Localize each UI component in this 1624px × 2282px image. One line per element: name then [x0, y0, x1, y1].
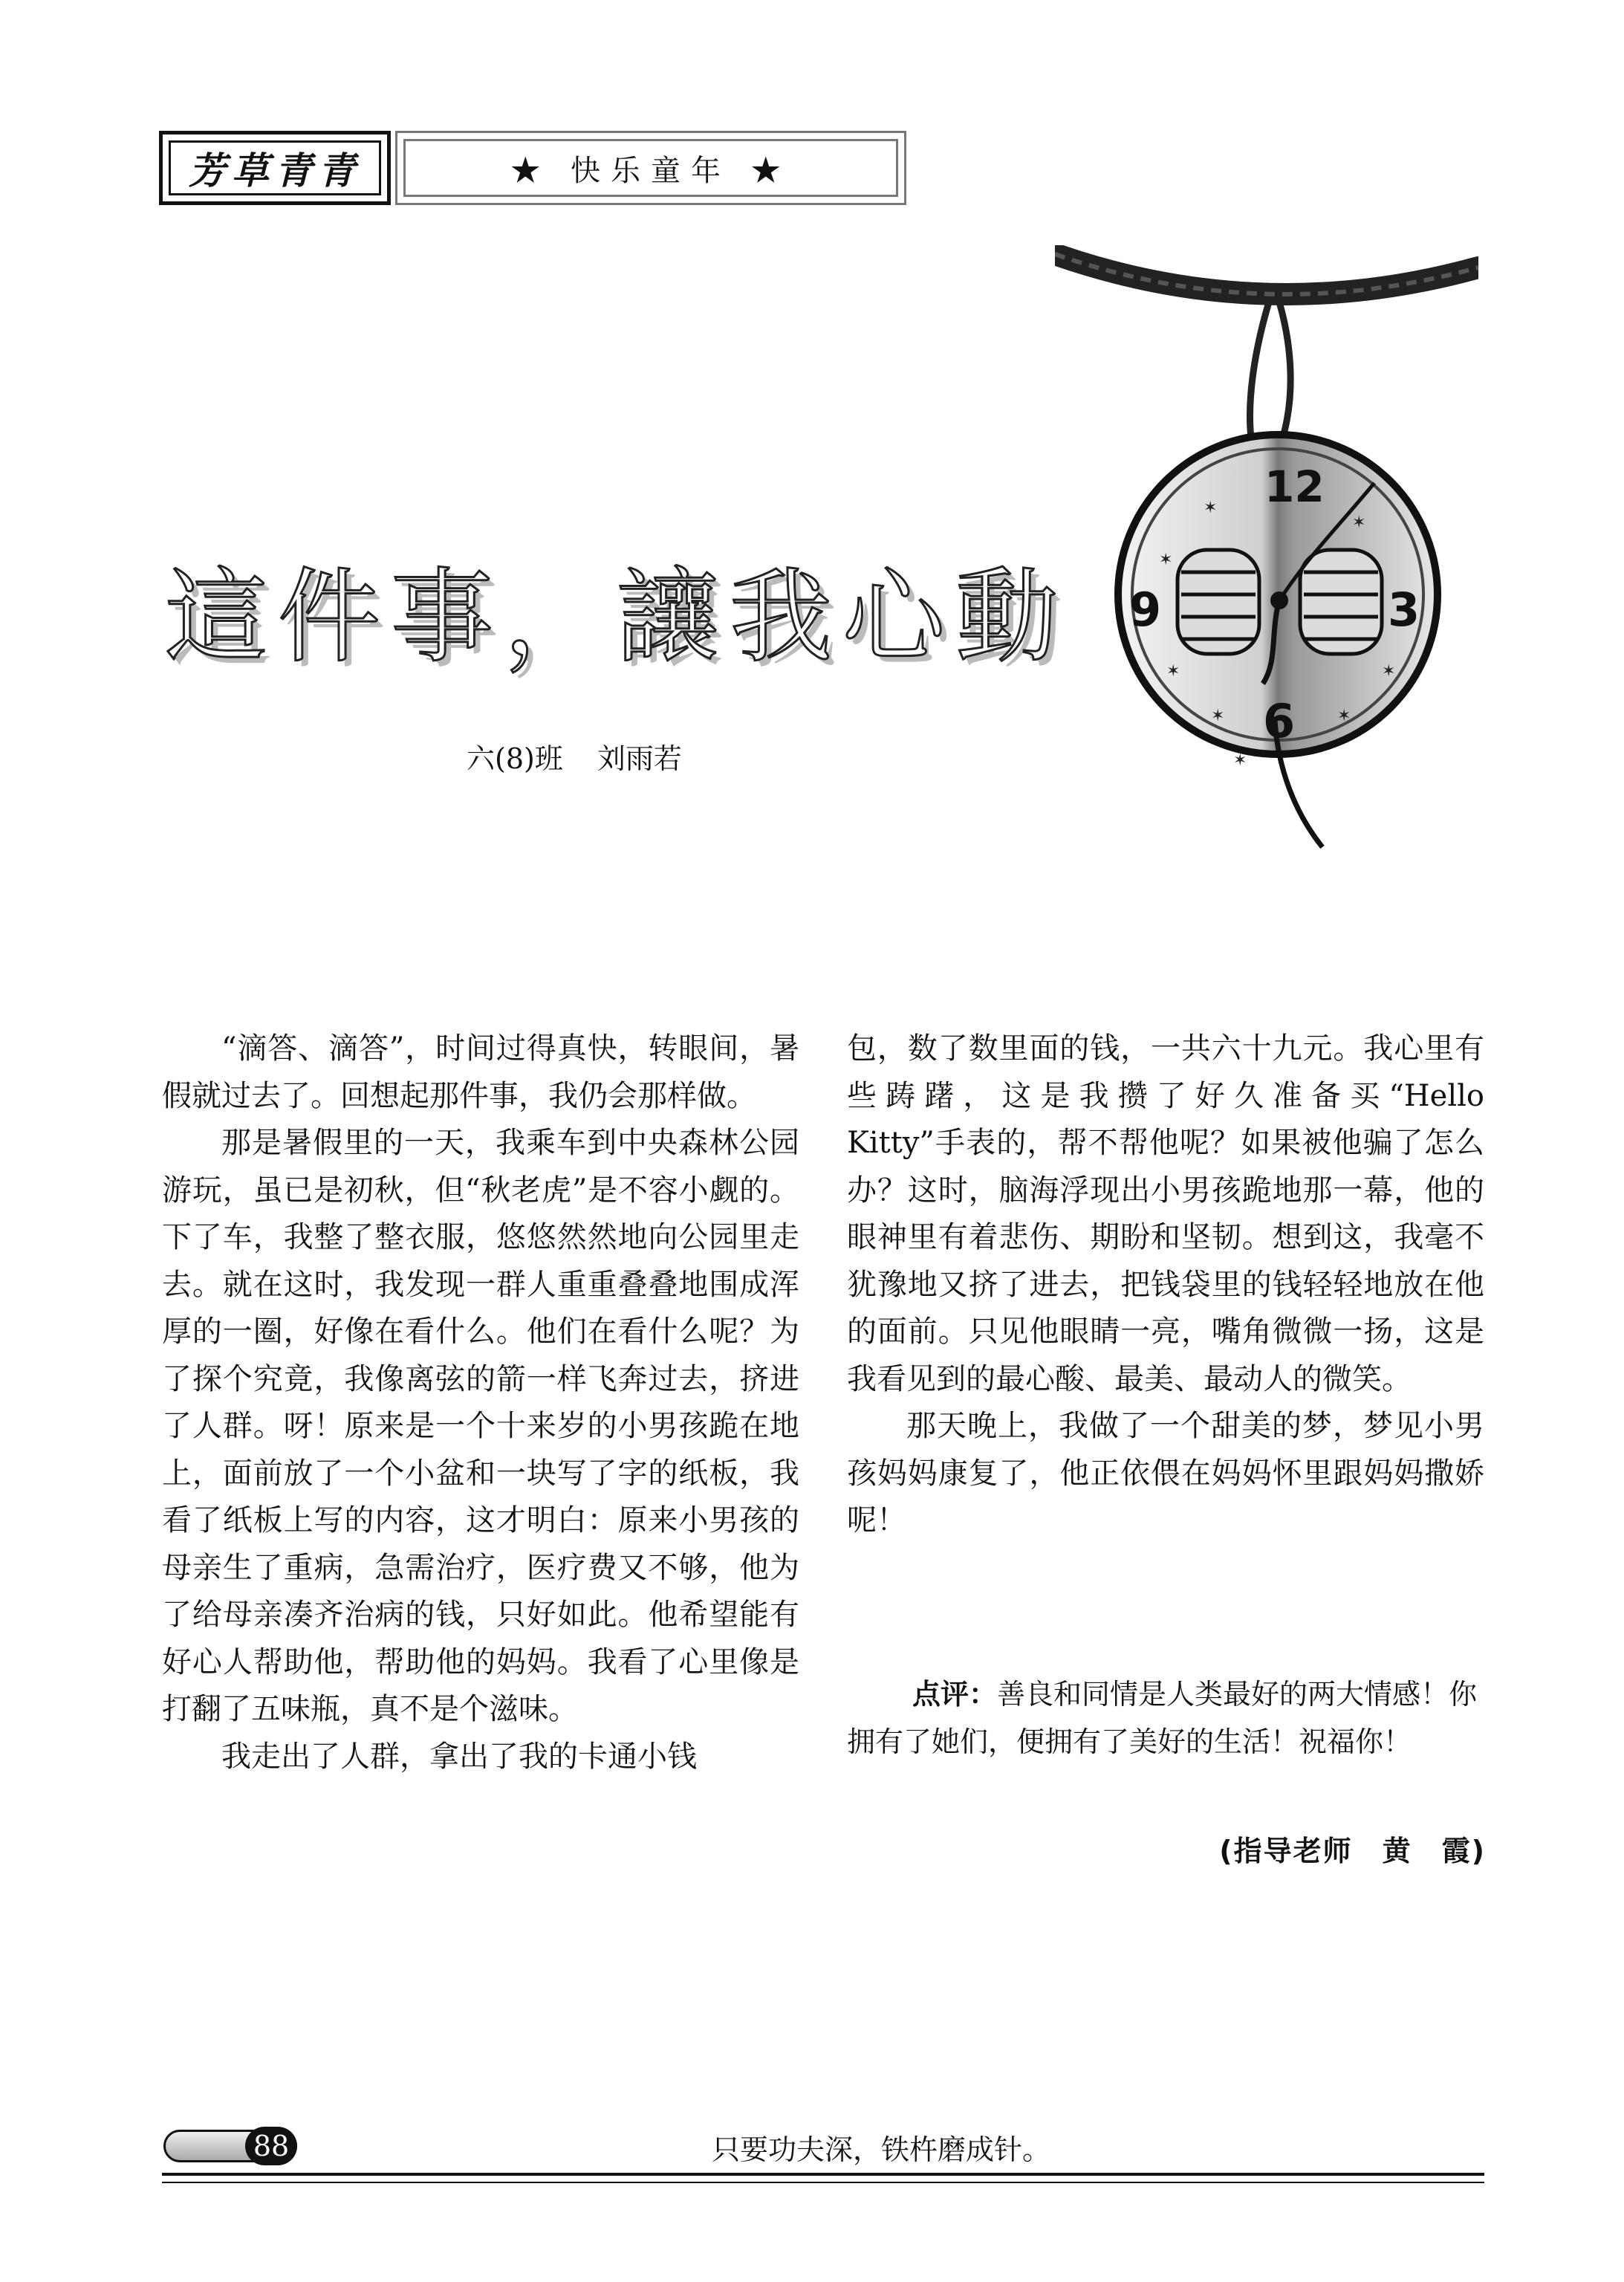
paragraph: “滴答、滴答”，时间过得真快，转眼间，暑假就过去了。回想起那件事，我仍会那样做。 — [162, 1031, 799, 1113]
clock-number-12: 12 — [1264, 461, 1325, 512]
column-name: 芳草青青 — [169, 140, 381, 195]
column-box — [159, 131, 391, 205]
article-title: 這件事，讓我心動 — [165, 557, 1069, 677]
paragraph: 我走出了人群，拿出了我的卡通小钱 — [221, 1739, 697, 1774]
footer-rule-thin — [162, 2182, 1484, 2183]
svg-text:✶: ✶ — [1166, 662, 1180, 681]
footer-motto: 只要功夫深，铁杵磨成针。 — [712, 2133, 1051, 2166]
clock-number-3: 3 — [1388, 583, 1420, 637]
svg-text:✶: ✶ — [1233, 751, 1247, 770]
svg-text:✶: ✶ — [1337, 707, 1351, 725]
paragraph: 那天晚上，我做了一个甜美的梦，梦见小男孩妈妈康复了，他正依偎在妈妈怀里跟妈妈撒娇呢！ — [847, 1409, 1484, 1537]
svg-text:✶: ✶ — [1211, 707, 1225, 725]
svg-text:✶: ✶ — [1159, 551, 1173, 569]
review-block — [847, 1670, 1484, 1766]
paragraph: 那是暑假里的一天，我乘车到中央森林公园游玩，虽已是初秋，但“秋老虎”是不容小觑的。下了车，我整了整衣服，悠悠然然地向公园里走去。就在这时，我发现一群人重重叠叠地围成浑厚的一圈，好像在看什么。他们在看什么呢？为了探个究竟，我像离弦的箭一样飞奔过去，挤进了人群。呀！原来是一个十来岁的小男孩跪在地上，面前放了一个小盆和一块写了字的纸板，我看了纸板上写的内容，这才明白：原来小男孩的母亲生了重病，急需治疗，医疗费又不够，他为了给母亲凑齐治病的钱，只好如此。他希望能有好心人帮助他，帮助他的妈妈。我看了心里像是打翻了五味瓶，真不是个滋味。 — [162, 1126, 799, 1726]
article-body-left — [162, 1025, 799, 1780]
page-number: 88 — [245, 2127, 297, 2165]
svg-text:✶: ✶ — [1382, 662, 1396, 681]
article-body-right — [847, 1025, 1484, 1545]
author-class: 六(8)班 — [467, 742, 563, 775]
svg-text:✶: ✶ — [1352, 513, 1366, 532]
author-name: 刘雨若 — [597, 742, 682, 775]
teacher-credit: (指导老师 黄 霞) — [1219, 1835, 1486, 1867]
svg-text:✶: ✶ — [1204, 499, 1218, 517]
clock-number-9: 9 — [1129, 583, 1162, 637]
section-name: ★ 快乐童年 ★ — [403, 139, 898, 197]
author-line — [467, 736, 682, 777]
review-label: 点评： — [912, 1678, 998, 1711]
clock-number-6: 6 — [1263, 694, 1296, 748]
review-text: 善良和同情是人类最好的两大情感！你拥有了她们，便拥有了美好的生活！祝福你！ — [847, 1678, 1478, 1758]
clock-necklace-illustration — [1055, 245, 1478, 855]
section-box — [395, 131, 906, 205]
paragraph: 包，数了数里面的钱，一共六十九元。我心里有些踌躇，这是我攒了好久准备买“Hello Kitty”手表的，帮不帮他呢？如果被他骗了怎么办？这时，脑海浮现出小男孩跪地那一幕，他的眼神里有着悲伤、期盼和坚韧。想到这，我毫不犹豫地又挤了进去，把钱袋里的钱轻轻地放在他的面前。只见他眼睛一亮，嘴角微微一扬，这是我看见到的最心酸、最美、最动人的微笑。 — [847, 1031, 1484, 1396]
footer-rule — [162, 2173, 1484, 2176]
